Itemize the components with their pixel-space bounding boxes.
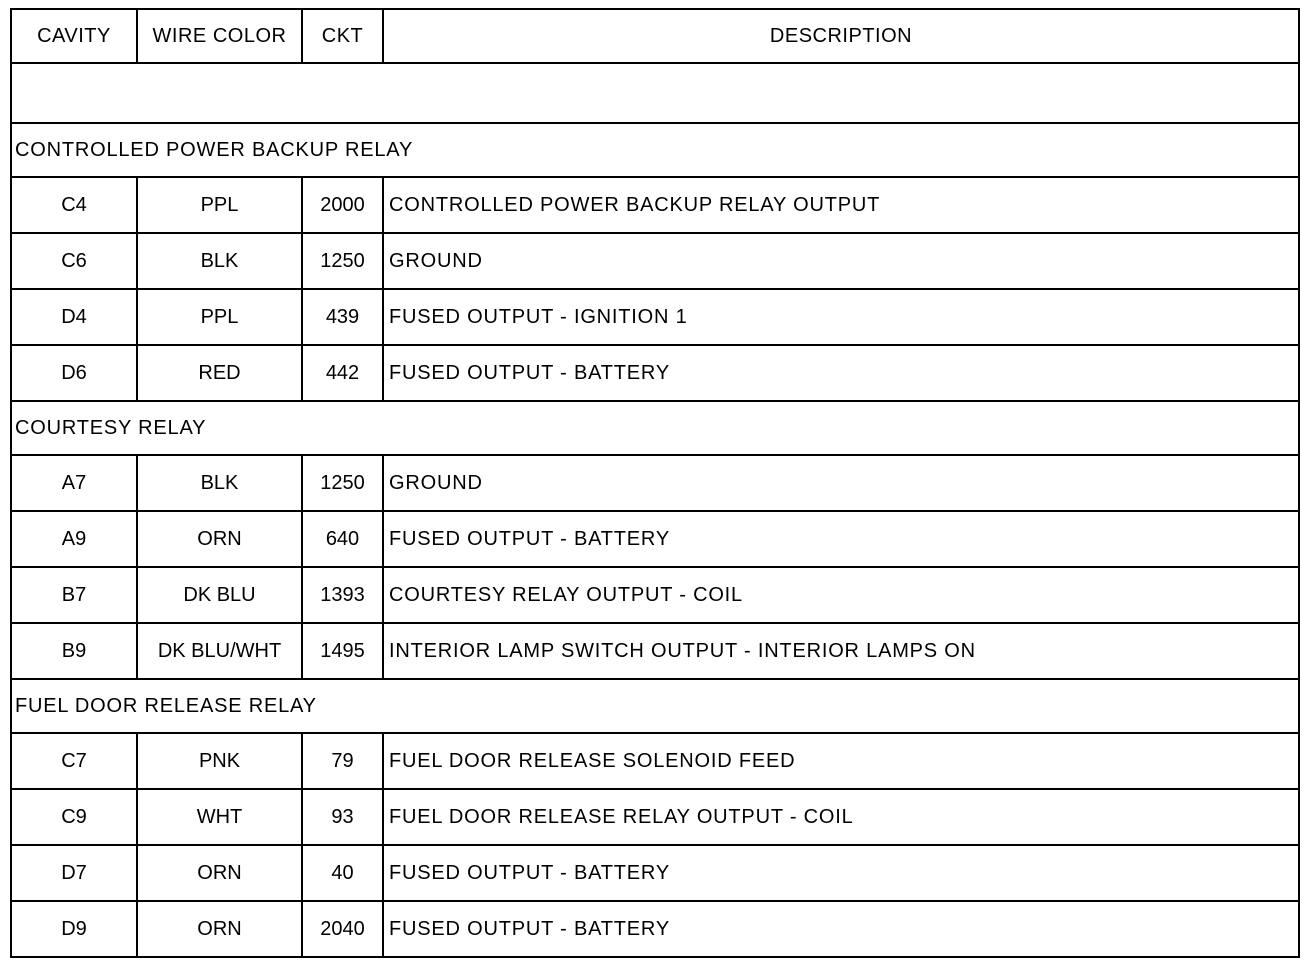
cavity-cell: B9	[11, 623, 137, 679]
ckt-cell: 40	[302, 845, 383, 901]
ckt-cell: 2000	[302, 177, 383, 233]
wire-color-cell: WHT	[137, 789, 302, 845]
description-cell: GROUND	[383, 233, 1299, 289]
description-cell: FUSED OUTPUT - IGNITION 1	[383, 289, 1299, 345]
wire-color-cell: PNK	[137, 733, 302, 789]
description-cell: FUSED OUTPUT - BATTERY	[383, 345, 1299, 401]
description-cell: CONTROLLED POWER BACKUP RELAY OUTPUT	[383, 177, 1299, 233]
section-header-row	[11, 401, 1299, 455]
ckt-cell: 442	[302, 345, 383, 401]
wire-color-cell: DK BLU/WHT	[137, 623, 302, 679]
cavity-cell: D9	[11, 901, 137, 957]
cavity-cell: C6	[11, 233, 137, 289]
ckt-cell: 79	[302, 733, 383, 789]
cavity-cell: D7	[11, 845, 137, 901]
cavity-cell: C7	[11, 733, 137, 789]
cavity-cell: A9	[11, 511, 137, 567]
wire-color-cell: PPL	[137, 177, 302, 233]
description-cell: COURTESY RELAY OUTPUT - COIL	[383, 567, 1299, 623]
section-header-row	[11, 123, 1299, 177]
section-title: COURTESY RELAY	[11, 401, 1299, 455]
ckt-cell: 1250	[302, 455, 383, 511]
cavity-cell: B7	[11, 567, 137, 623]
table-header-row	[11, 9, 1299, 63]
wire-color-cell: ORN	[137, 901, 302, 957]
wire-color-cell: BLK	[137, 455, 302, 511]
description-cell: FUEL DOOR RELEASE RELAY OUTPUT - COIL	[383, 789, 1299, 845]
blank-row	[11, 63, 1299, 123]
table-row	[11, 789, 1299, 845]
connector-pinout-table	[10, 8, 1300, 958]
section-title: FUEL DOOR RELEASE RELAY	[11, 679, 1299, 733]
header-cavity: CAVITY	[11, 9, 137, 63]
table-row	[11, 455, 1299, 511]
header-description: DESCRIPTION	[383, 9, 1299, 63]
ckt-cell: 1250	[302, 233, 383, 289]
cavity-cell: A7	[11, 455, 137, 511]
header-wire-color: WIRE COLOR	[137, 9, 302, 63]
description-cell: FUSED OUTPUT - BATTERY	[383, 901, 1299, 957]
wire-color-cell: RED	[137, 345, 302, 401]
ckt-cell: 640	[302, 511, 383, 567]
table-row	[11, 345, 1299, 401]
description-cell: GROUND	[383, 455, 1299, 511]
cavity-cell: D6	[11, 345, 137, 401]
wire-color-cell: DK BLU	[137, 567, 302, 623]
ckt-cell: 1495	[302, 623, 383, 679]
wire-color-cell: ORN	[137, 845, 302, 901]
ckt-cell: 93	[302, 789, 383, 845]
description-cell: INTERIOR LAMP SWITCH OUTPUT - INTERIOR LAMPS ON	[383, 623, 1299, 679]
table-row	[11, 177, 1299, 233]
description-cell: FUEL DOOR RELEASE SOLENOID FEED	[383, 733, 1299, 789]
cavity-cell: C4	[11, 177, 137, 233]
ckt-cell: 2040	[302, 901, 383, 957]
table-row	[11, 233, 1299, 289]
table-row	[11, 733, 1299, 789]
table-row	[11, 511, 1299, 567]
table-row	[11, 623, 1299, 679]
table-row	[11, 289, 1299, 345]
header-ckt: CKT	[302, 9, 383, 63]
section-title: CONTROLLED POWER BACKUP RELAY	[11, 123, 1299, 177]
ckt-cell: 1393	[302, 567, 383, 623]
ckt-cell: 439	[302, 289, 383, 345]
blank-cell	[11, 63, 1299, 123]
wire-color-cell: ORN	[137, 511, 302, 567]
section-header-row	[11, 679, 1299, 733]
description-cell: FUSED OUTPUT - BATTERY	[383, 511, 1299, 567]
wire-color-cell: BLK	[137, 233, 302, 289]
wire-color-cell: PPL	[137, 289, 302, 345]
table-row	[11, 567, 1299, 623]
description-cell: FUSED OUTPUT - BATTERY	[383, 845, 1299, 901]
table-row	[11, 845, 1299, 901]
cavity-cell: D4	[11, 289, 137, 345]
table-row	[11, 901, 1299, 957]
cavity-cell: C9	[11, 789, 137, 845]
